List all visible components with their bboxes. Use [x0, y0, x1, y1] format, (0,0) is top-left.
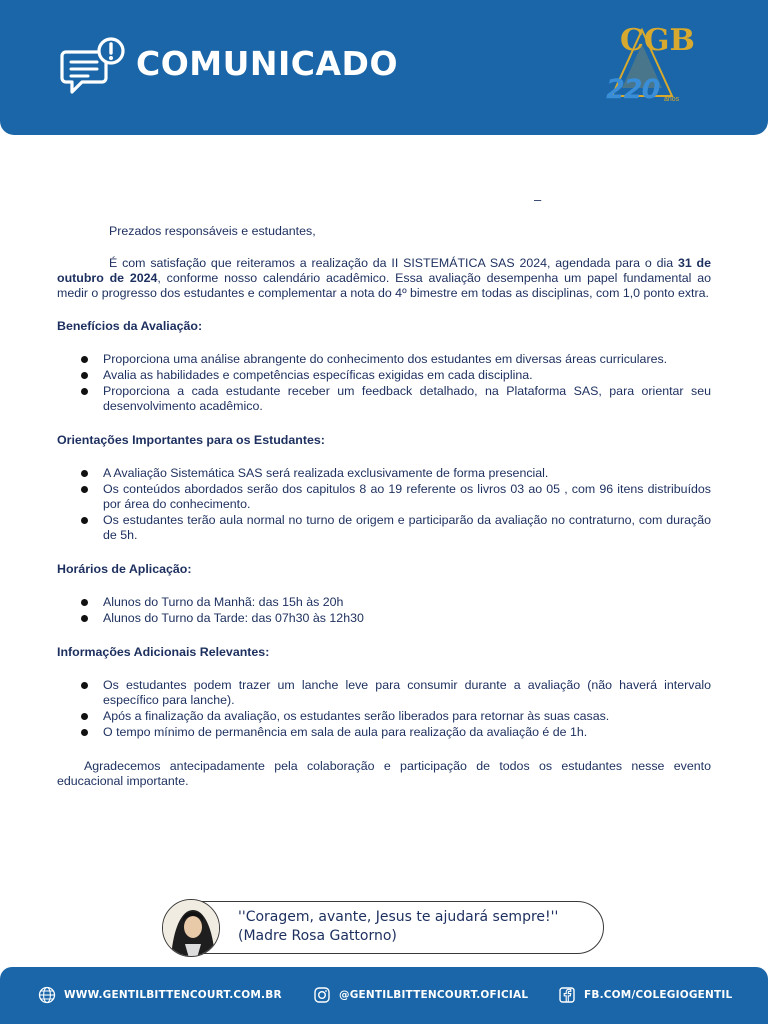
- page-title: COMUNICADO: [136, 44, 399, 83]
- globe-icon: [38, 986, 56, 1004]
- list-informacoes: [57, 678, 711, 740]
- greeting: Prezados responsáveis e estudantes,: [109, 224, 316, 238]
- footer-facebook-link[interactable]: [558, 986, 732, 1004]
- list-horarios: [57, 595, 711, 626]
- list-beneficios: [57, 352, 711, 414]
- footer-bar: [0, 967, 768, 1024]
- footer-facebook-text: FB.COM/COLEGIOGENTIL: [584, 989, 733, 1001]
- section-title-horarios: Horários de Aplicação:: [57, 562, 192, 576]
- list-item: Após a finalização da avaliação, os estudantes serão liberados para retornar às suas casas.: [57, 709, 711, 724]
- footer-instagram-link[interactable]: [313, 986, 528, 1004]
- nun-portrait-icon: [163, 900, 220, 957]
- intro-text-2: , conforme nosso calendário acadêmico. Essa avaliação desempenha um papel fundamental ao medir o progresso dos estudantes e complementar a nota do 4º bimestre em todas as disciplinas, com 1,0 ponto extra.: [57, 271, 711, 300]
- list-item: Alunos do Turno da Manhã: das 15h às 20h: [57, 595, 711, 610]
- list-item: Os estudantes terão aula normal no turno de origem e participarão da avaliação no contraturno, com duração de 5h.: [57, 513, 711, 543]
- separator-dash: –: [534, 192, 542, 207]
- list-item: Os estudantes podem trazer um lanche leve para consumir durante a avaliação (não haverá intervalo específico para lanche).: [57, 678, 711, 708]
- header-banner: [0, 0, 768, 135]
- list-item: Alunos do Turno da Tarde: das 07h30 às 12h30: [57, 611, 711, 626]
- intro-text-1: É com satisfação que reiteramos a realização da II SISTEMÁTICA SAS 2024, agendada para o dia: [109, 256, 678, 270]
- list-item: A Avaliação Sistemática SAS será realizada exclusivamente de forma presencial.: [57, 466, 711, 481]
- instagram-icon: [313, 986, 331, 1004]
- facebook-icon: [558, 986, 576, 1004]
- section-title-informacoes: Informações Adicionais Relevantes:: [57, 645, 270, 659]
- quote-line: ''Coragem, avante, Jesus te ajudará sempre!'': [238, 909, 559, 925]
- section-title-orientacoes: Orientações Importantes para os Estudantes:: [57, 433, 325, 447]
- list-item: O tempo mínimo de permanência em sala de aula para realização da avaliação é de 1h.: [57, 725, 711, 740]
- school-logo: [598, 23, 695, 114]
- logo-suffix: anos: [664, 96, 680, 103]
- intro-date: 31 de outubro de 2024: [57, 256, 712, 285]
- list-orientacoes: [57, 466, 711, 543]
- closing-paragraph: Agradecemos antecipadamente pela colaboração e participação de todos os estudantes nesse evento educacional importante.: [57, 759, 711, 788]
- quote-author: (Madre Rosa Gattorno): [238, 928, 397, 944]
- footer-website-text: WWW.GENTILBITTENCOURT.COM.BR: [64, 989, 282, 1001]
- list-item: Proporciona a cada estudante receber um feedback detalhado, na Plataforma SAS, para orientar seu desenvolvimento acadêmico.: [57, 384, 711, 414]
- letter-body: [57, 224, 711, 789]
- footer-website-link[interactable]: [38, 986, 282, 1004]
- logo-letters: CGB: [620, 23, 695, 58]
- list-item: Os conteúdos abordados serão dos capitulos 8 ao 19 referente os livros 03 ao 05 , com 96 itens distribuídos por área do conhecimento.: [57, 482, 711, 512]
- intro-paragraph: [57, 256, 711, 301]
- footer-instagram-text: @GENTILBITTENCOURT.OFICIAL: [339, 989, 529, 1001]
- quote-text: [238, 908, 598, 946]
- message-alert-icon: [60, 36, 130, 100]
- logo-number: 220: [606, 74, 660, 105]
- list-item: Proporciona uma análise abrangente do conhecimento dos estudantes em diversas áreas curriculares.: [57, 352, 711, 367]
- list-item: Avalia as habilidades e competências específicas exigidas em cada disciplina.: [57, 368, 711, 383]
- section-title-beneficios: Benefícios da Avaliação:: [57, 319, 203, 333]
- nun-portrait-avatar: [162, 899, 220, 957]
